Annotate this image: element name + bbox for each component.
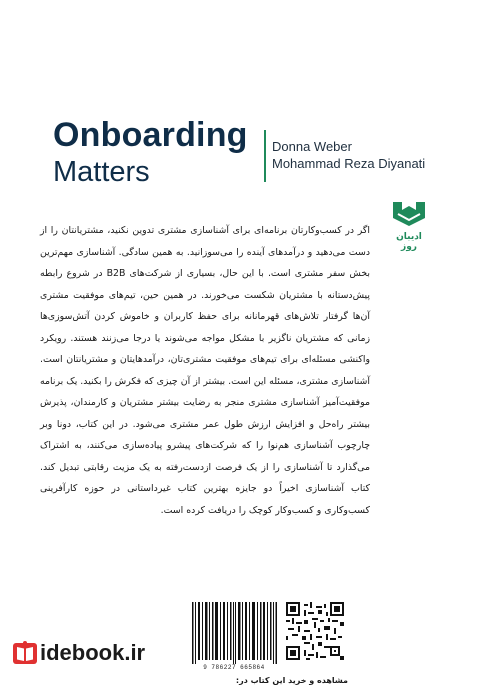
back-cover-description: اگر در کسب‌وکارتان برنامه‌ای برای آشناسازی مشتری تدوین نکنید، مشتریانتان را از دست می‌دهید و درآمدهای آینده را می‌سوزانید. به همین سادگی. آشناسازی مهم‌ترین بخش سفر مشتری است. با این حال، بسیاری از شرکت‌های B2B در شروع رابطه پیش‌دستانه با مشتریان شکست می‌خورند. در همین حین، تیم‌های موفقیت مشتری آن‌ها گرفتار تلاش‌های قهرمانانه برای حفظ کاربران و خاموش کردن آتش‌سوزی‌ها زمانی که مشتریان ناگزیر با مشکل مواجه می‌شوند یا درجا می‌زنند هستند. رویکرد واکنشی مسئله‌ای برای تیم‌های موفقیت مشتری‌تان، درآمدهایتان و مشتریانتان است. آشناسازی مشتری، مسئله این است. بیشتر از آن چیزی که فکرش را بکنید. یک برنامه موفقیت‌آمیز آشناسازی مشتری منجر به رضایت بیشتر مشتریان و کارمندان، پذیرش بیشتر راه‌حل و افزایش ارزش طول عمر مشتری می‌شود. در این کتاب، دونا وبر چارچوب آشناسازی هم‌نوا را که شرکت‌های پیشرو پیاده‌سازی می‌کنند، به اشتراک می‌گذارد تا آشناسازی را از یک فرصت ازدست‌رفته به یک مزیت رقابتی تبدیل کند. کتاب آشناسازی اخیراً دو جایزه بهترین کتاب غیرداستانی در حوزه کارآفرینی کسب‌وکاری و کسب‌وکار کوچک را دریافت کرده است. — [40, 225, 371, 516]
title-divider — [264, 130, 266, 182]
author-name-2: Mohammad Reza Diyanati — [272, 156, 426, 171]
qr-code — [286, 602, 344, 660]
watermark-caption: مشاهده و خرید این کتاب در: — [235, 676, 348, 685]
book-icon — [12, 640, 38, 666]
publisher-logo-icon — [393, 200, 425, 228]
isbn-barcode — [190, 602, 278, 664]
watermark-site-name[interactable]: idebook.ir — [40, 640, 146, 665]
author-name-1: Donna Weber — [272, 139, 352, 154]
isbn-digits: 9 786227 665864 — [203, 664, 265, 671]
book-title: Onboarding — [53, 116, 248, 154]
publisher-name: ادیبان روز — [396, 232, 422, 252]
book-subtitle: Matters — [53, 156, 150, 188]
